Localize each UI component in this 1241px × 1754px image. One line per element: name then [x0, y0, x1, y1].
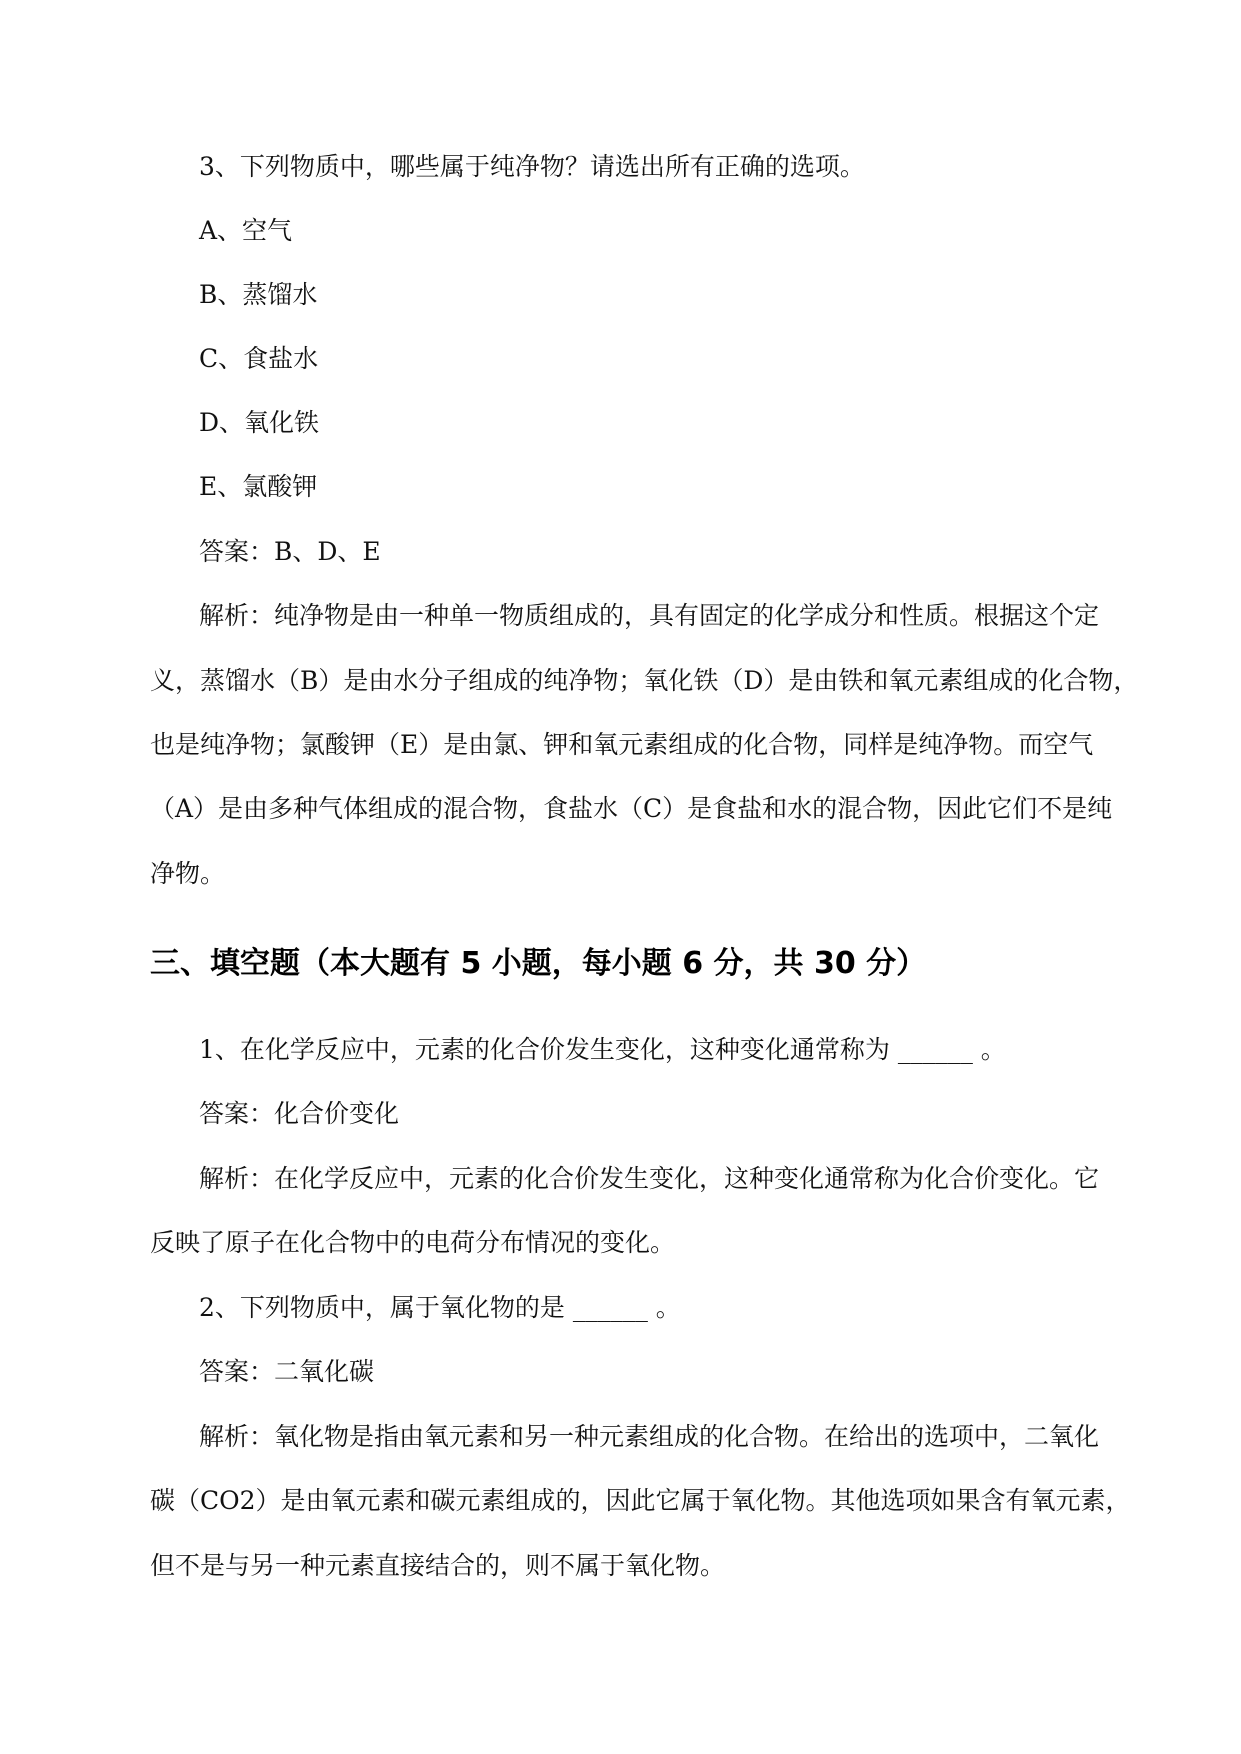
option-e: E、氯酸钾 — [199, 472, 318, 501]
question-3-analysis-line: 解析：纯净物是由一种单一物质组成的，具有固定的化学成分和性质。根据这个定 — [199, 601, 1100, 630]
question-3-text: 3、下列物质中，哪些属于纯净物？请选出所有正确的选项。 — [199, 152, 865, 181]
option-c: C、食盐水 — [199, 344, 319, 373]
fill-2-analysis-line: 解析：氧化物是指由氧元素和另一种元素组成的化合物。在给出的选项中，二氧化 — [199, 1422, 1100, 1451]
fill-1-question: 1、在化学反应中，元素的化合价发生变化，这种变化通常称为 ______ 。 — [199, 1035, 1006, 1064]
fill-2-answer: 答案：二氧化碳 — [199, 1357, 375, 1386]
question-3-answer: 答案：B、D、E — [199, 537, 381, 566]
fill-1-answer: 答案：化合价变化 — [199, 1099, 400, 1128]
question-3-analysis-line: 也是纯净物；氯酸钾（E）是由氯、钾和氧元素组成的化合物，同样是纯净物。而空气 — [150, 730, 1094, 759]
question-3-analysis-line: （A）是由多种气体组成的混合物，食盐水（C）是食盐和水的混合物，因此它们不是纯 — [150, 794, 1113, 823]
question-3-analysis-line: 义，蒸馏水（B）是由水分子组成的纯净物；氧化铁（D）是由铁和氧元素组成的化合物， — [150, 666, 1139, 695]
option-d: D、氧化铁 — [199, 408, 320, 437]
option-b: B、蒸馏水 — [199, 280, 318, 309]
option-a: A、空气 — [199, 216, 293, 245]
fill-1-analysis-line: 反映了原子在化合物中的电荷分布情况的变化。 — [150, 1228, 676, 1257]
section-heading: 三、填空题（本大题有 5 小题，每小题 6 分，共 30 分） — [150, 946, 927, 981]
fill-2-question: 2、下列物质中，属于氧化物的是 ______ 。 — [199, 1293, 681, 1322]
fill-1-analysis-line: 解析：在化学反应中，元素的化合价发生变化，这种变化通常称为化合价变化。它 — [199, 1164, 1100, 1193]
fill-2-analysis-line: 碳（CO2）是由氧元素和碳元素组成的，因此它属于氧化物。其他选项如果含有氧元素， — [150, 1486, 1131, 1515]
fill-2-analysis-line: 但不是与另一种元素直接结合的，则不属于氧化物。 — [150, 1551, 726, 1580]
question-3-analysis-line: 净物。 — [150, 859, 226, 888]
